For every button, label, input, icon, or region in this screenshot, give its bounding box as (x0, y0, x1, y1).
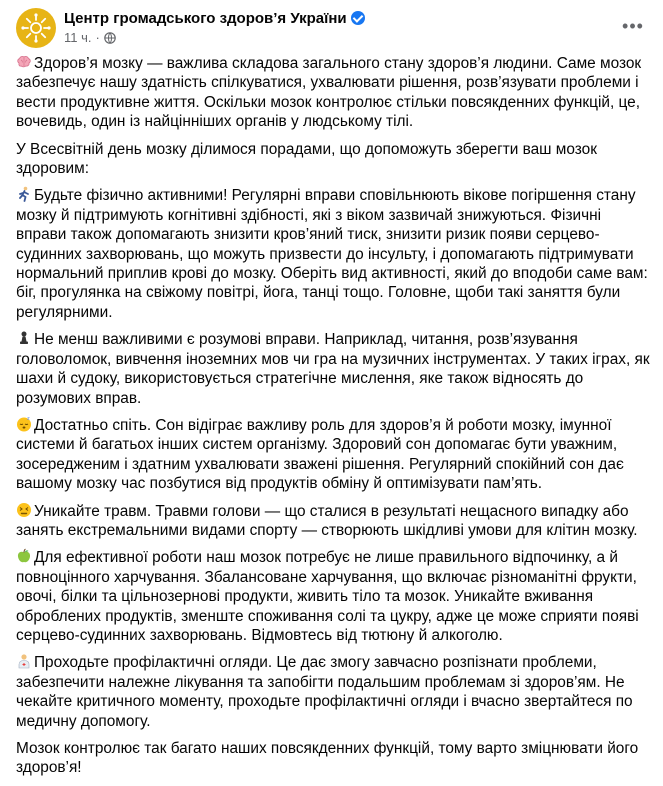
post-intro (16, 54, 652, 132)
health-worker-emoji-icon (16, 653, 32, 669)
tip-text: Уникайте травм. Травми голови — що сталися в результаті нещасного випадку або занять екстремальними видами спорту — створюють шкідливі умови для клітин мозку. (16, 502, 638, 539)
post-timestamp[interactable]: 11 ч. (64, 30, 92, 45)
brain-emoji-icon (16, 54, 32, 70)
meta-separator: · (95, 30, 100, 45)
tip-item (16, 330, 652, 408)
post-header (16, 8, 647, 48)
tip-text: Достатньо спіть. Сон відіграє важливу роль для здоров’я й роботи мозку, імунної системи й багатьох інших систем організму. Здоровий сон допомагає бути уважним, зосередженим і здатним ухвалювати зважені рішення. Регулярний спокійний сон дає вашому мозку час позбутися від продуктів обміну й оптимізувати пам’ять. (16, 416, 624, 493)
tip-item (16, 416, 652, 494)
post-outro: Мозок контролює так багато наших повсякденних функцій, тому варто зміцнювати його здоров’я! (16, 740, 639, 777)
post-body (16, 54, 652, 786)
tip-text: Для ефективної роботи наш мозок потребує не лише правильного відпочинку, а й повноцінного харчування. Збалансоване харчування, що включає різноманітні фрукти, овочі, білки та цільнозернові продукти, живить тіло та мозок. Уникайте вживання оброблених продуктів, зменште споживання солі та цукру, адже це може сприяти появі серцево-судинних захворювань. Відмовтесь від тютюну й алкоголю. (16, 549, 639, 644)
chess-pawn-emoji-icon (16, 330, 32, 346)
intro-text: Здоров’я мозку — важлива складова загального стану здоров’я людини. Саме мозок забезпечує нашу здатність спілкуватися, ухвалювати рішення, розв’язувати проблеми і вести продуктивне життя. Оскільки мозок контролює стільки повсякденних функцій, це, вочевидь, один із найцінніших органів у людському тілі. (16, 55, 642, 131)
more-options-icon: ••• (622, 15, 644, 36)
page-avatar[interactable] (16, 8, 56, 48)
verified-badge-icon (351, 11, 365, 25)
tip-item (16, 548, 652, 645)
green-apple-emoji-icon (16, 548, 32, 564)
sun-logo-icon (21, 13, 51, 43)
sleeping-face-emoji-icon (16, 416, 32, 432)
page-name-row (64, 10, 365, 27)
tip-text: Будьте фізично активними! Регулярні вправи сповільнюють вікове погіршення стану мозку й підтримують когнітивні здібності, які з віком зазвичай знижуються. Фізичні вправи також допомагають знизити кров’яний тиск, знизити ризик появи серцево-судинних захворювань, що можуть призвести до інсульту, і допомагають підтримувати нормальний приплив крові до мозку. Оберіть вид активності, який до вподоби саме вам: біг, прогулянка на свіжому повітрі, йога, танці тощо. Головне, щоби такі заняття були регулярними. (16, 187, 648, 321)
globe-icon (104, 32, 116, 44)
tip-item (16, 186, 652, 322)
page-name-link[interactable]: Центр громадського здоров’я України (64, 10, 347, 27)
svg-text:z: z (27, 415, 30, 422)
tip-text: Проходьте профілактичні огляди. Це дає змогу завчасно розпізнати проблеми, забезпечити належне лікування та запобігти подальшим проблемам зі здоров’ям. Не чекайте критичного моменту, проходьте профілактичні огляди і вчасно звертайтеся по медичну допомогу. (16, 654, 633, 730)
tip-item (16, 653, 652, 731)
running-person-emoji-icon (16, 186, 32, 202)
tip-item (16, 502, 652, 541)
post-meta (64, 30, 116, 45)
tip-text: Не менш важливими є розумові вправи. Наприклад, читання, розв’язування головоломок, вивчення іноземних мов чи гра на музичних інструментах. У таких іграх, як шахи й судоку, використовується стратегічне мислення, яке також відносять до розумових вправ. (16, 331, 650, 407)
confounded-face-emoji-icon (16, 502, 32, 518)
post-lead: У Всесвітній день мозку ділимося порадами, що допоможуть зберегти ваш мозок здоровим: (16, 140, 597, 178)
more-options-button[interactable] (619, 12, 647, 40)
